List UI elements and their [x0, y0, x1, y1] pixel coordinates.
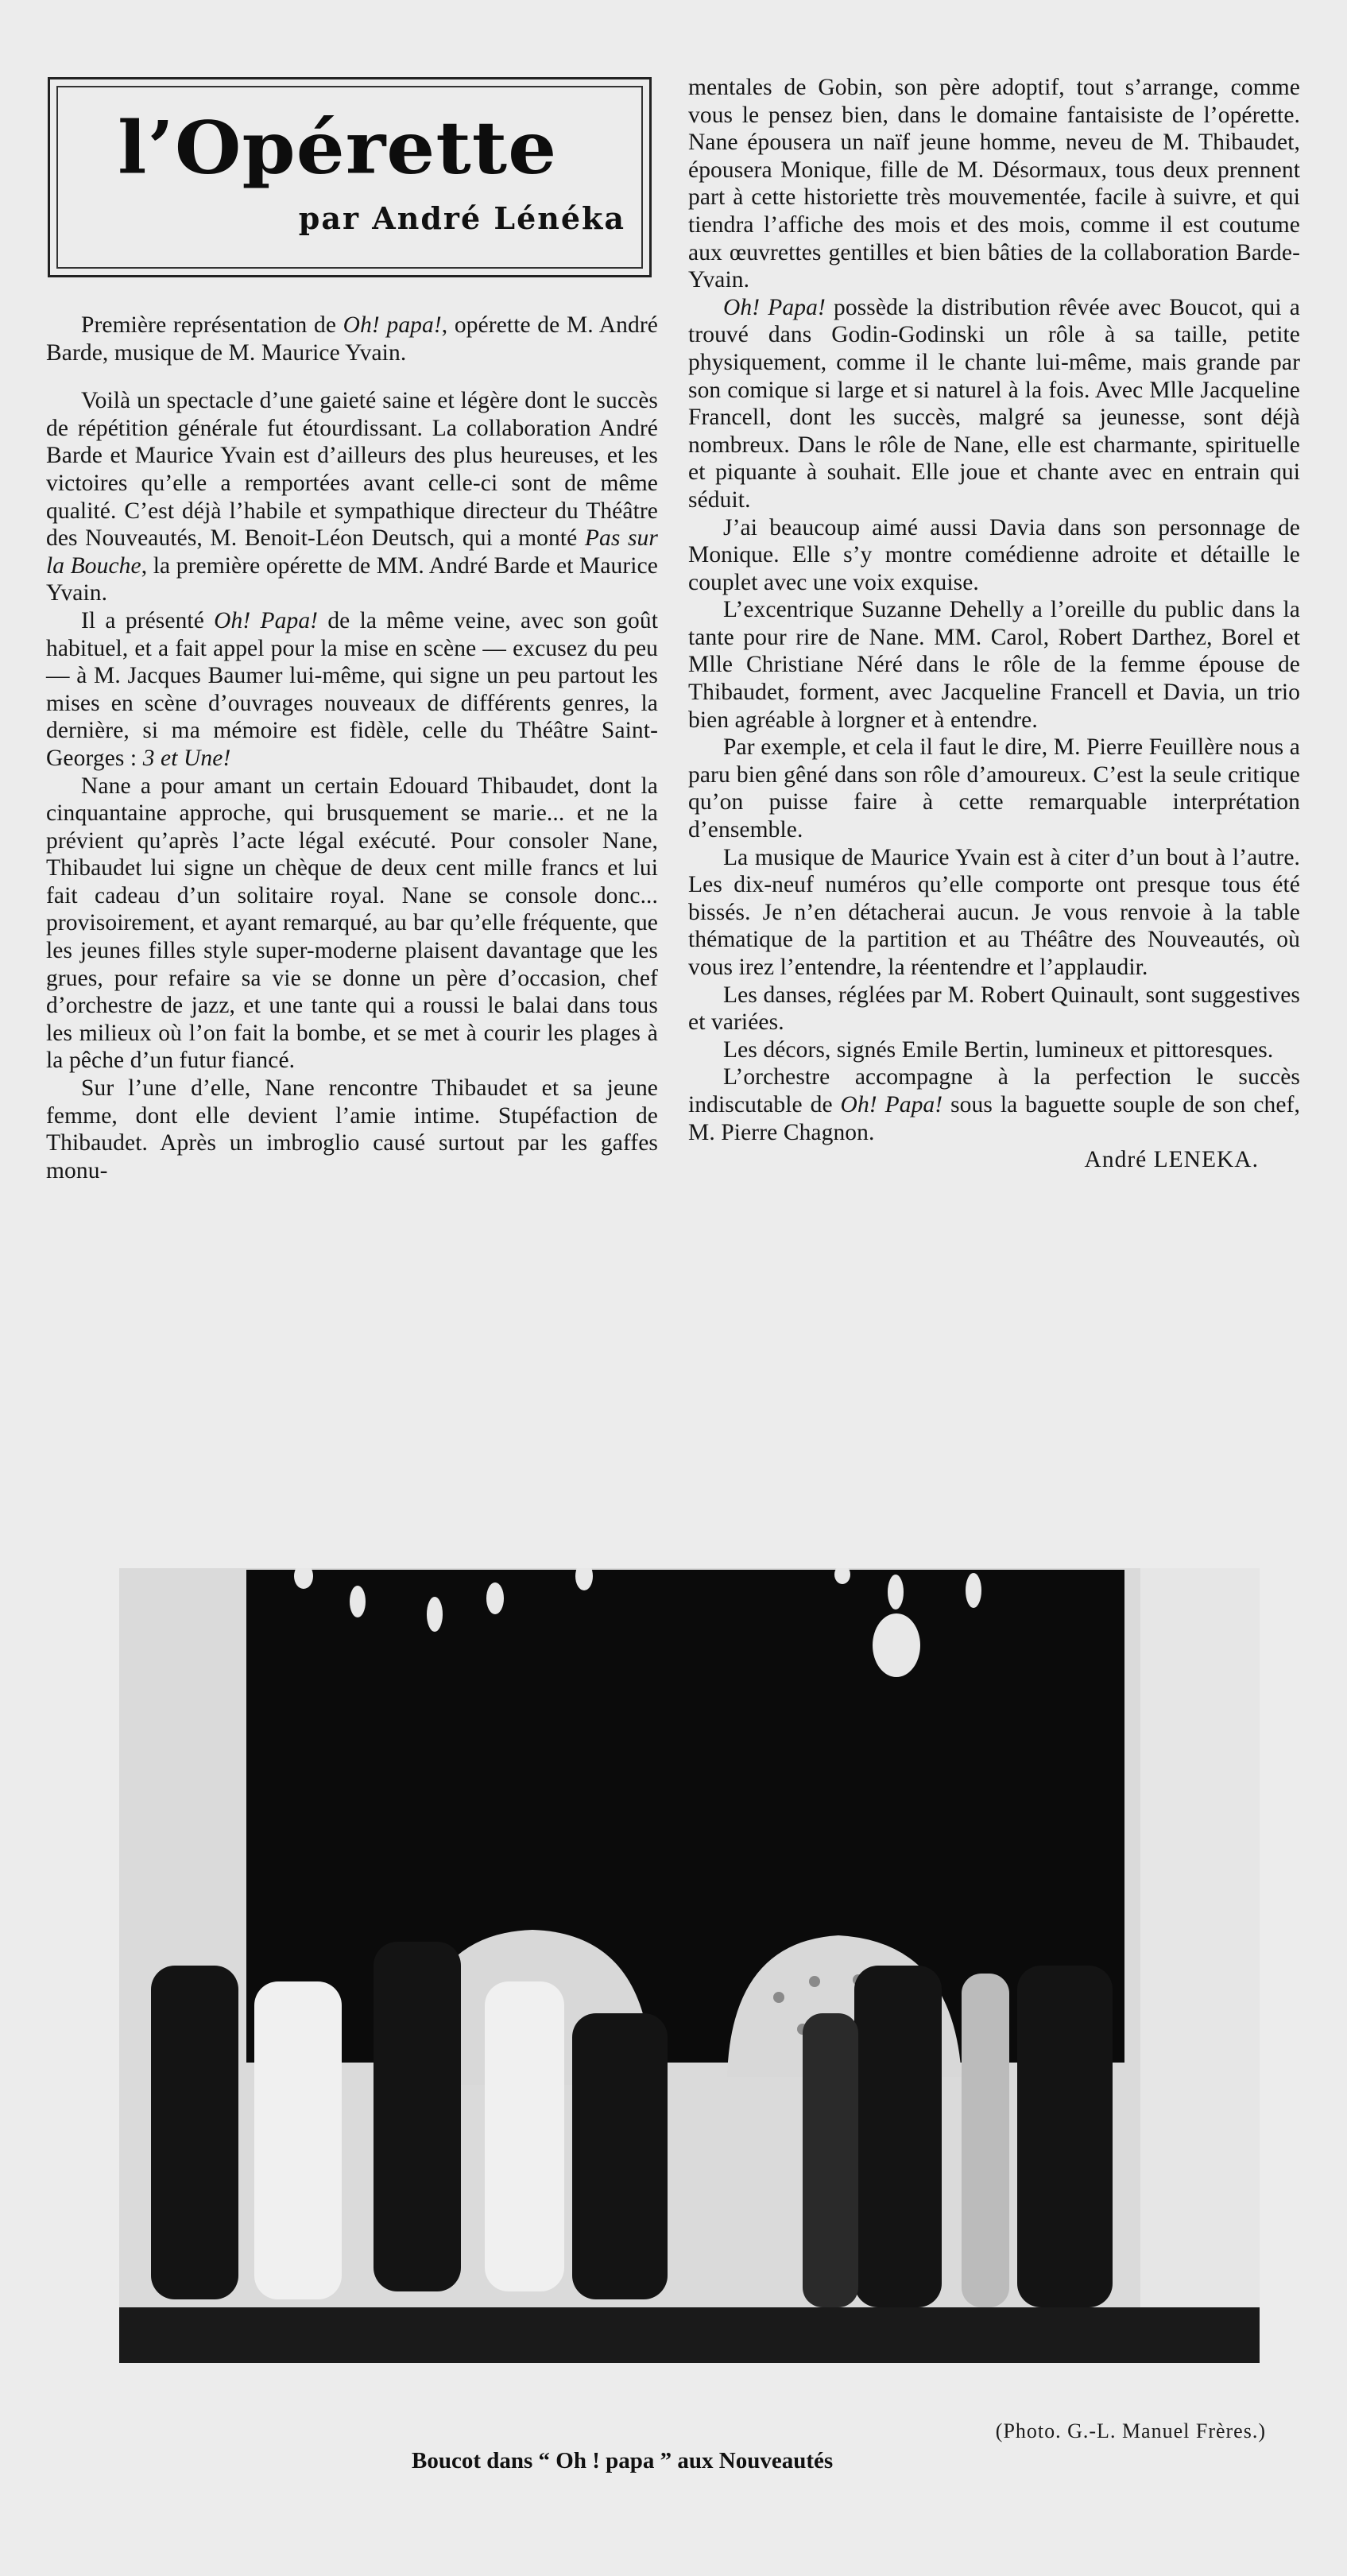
article-paragraph: Voilà un spectacle d’une gaieté saine et légère dont le succès de répétition générale fut étourdissant. La collaboration André Barde et Maurice Yvain est d’ailleurs des plus heureuses, et les victoires qu’elle a remportées avant celle-ci sont de même qualité. C’est déjà l’habile et sympathique directeur du Théâtre des Nouveautés, M. Benoit-Léon Deutsch, qui a monté Pas sur la Bouche, la première opérette de MM. André Barde et Maurice Yvain.	[46, 388, 658, 606]
article-paragraph: Il a présenté Oh! Papa! de la même veine, avec son goût habituel, et a fait appel pour la mise en scène — excusez du peu — à M. Jacques Baumer lui-même, qui signe un peu partout les mises en scène d’ouvrages nouveaux de différents genres, la dernière, si ma mémoire est fidèle, celle du Théâtre Saint-Georges : 3 et Une!	[46, 607, 658, 771]
article-paragraph: Nane a pour amant un certain Edouard Thibaudet, dont la cinquantaine approche, qui brusquement se marie... et ne la prévient qu’après l’acte légal exécuté. Pour consoler Nane, Thibaudet lui signe un chèque de deux cent mille francs et lui fait cadeau d’un solitaire royal. Nane se console donc... provisoirement, et ayant remarqué, au bar qu’elle fréquente, que les jeunes filles style super-moderne plaisent davantage que les grues, pour refaire sa vie se donne un père d’occasion, chef d’orchestre de jazz, et une tante qui a roussi le balai dans tous les milieux où l’on fait la bombe, et se met à courir les plages à la pêche d’un futur fiancé.	[46, 773, 658, 1074]
article-column-left	[46, 312, 658, 1184]
article-paragraph: Sur l’une d’elle, Nane rencontre Thibaudet et sa jeune femme, dont elle devient l’amie intime. Stupéfaction de Thibaudet. Après un imbroglio causé surtout par les gaffes monu-	[46, 1075, 658, 1183]
article-byline: par André Lénéka	[298, 200, 625, 236]
article-paragraph: Par exemple, et cela il faut le dire, M. Pierre Feuillère nous a paru bien gêné dans son rôle d’amoureux. C’est la seule critique qu’on puisse faire à cette remarquable interprétation d’ensemble.	[688, 734, 1300, 843]
article-paragraph: mentales de Gobin, son père adoptif, tout s’arrange, comme vous le pensez bien, dans le domaine fantaisiste de l’opérette. Nane épousera un naïf jeune homme, neveu de M. Thibaudet, épousera Monique, fille de M. Désormaux, tous deux prennent part à cette historiette très mouvementée, facile à suivre, et qui tiendra l’affiche des mois et des mois, comme il est coutume aux œuvrettes gentilles et bien bâties de la collaboration Barde-Yvain.	[688, 75, 1300, 293]
article-paragraph: J’ai beaucoup aimé aussi Davia dans son personnage de Monique. Elle s’y montre comédienne adroite et détaille le couplet avec une voix exquise.	[688, 514, 1300, 595]
photo-caption: Boucot dans “ Oh ! papa ” aux Nouveautés	[412, 2448, 834, 2473]
stage-photo	[119, 1568, 1260, 2363]
article-paragraph: Les danses, réglées par M. Robert Quinault, sont suggestives et variées.	[688, 982, 1300, 1036]
article-paragraph: Première représentation de Oh! papa!, opérette de M. André Barde, musique de M. Maurice Yvain.	[46, 312, 658, 366]
title-box	[48, 77, 652, 277]
article-column-right	[688, 74, 1300, 1174]
article-paragraph: L’excentrique Suzanne Dehelly a l’oreille du public dans la tante pour rire de Nane. MM. Carol, Robert Darthez, Borel et Mlle Christiane Néré dans le rôle de la femme épouse de Thibaudet, forment, avec Jacqueline Francell et Davia, un trio bien agréable à lorgner et à entendre.	[688, 597, 1300, 733]
author-signature: André LENEKA.	[1084, 1147, 1259, 1173]
article-title: l’Opérette	[118, 104, 558, 191]
article-paragraph: L’orchestre accompagne à la perfection le succès indiscutable de Oh! Papa! sous la baguette souple de son chef, M. Pierre Chagnon.	[688, 1064, 1300, 1145]
article-paragraph: Les décors, signés Emile Bertin, lumineux et pittoresques.	[723, 1036, 1274, 1063]
stage-photo-image	[119, 1568, 1260, 2363]
photo-right-wall	[1140, 1568, 1260, 2363]
article-paragraph: La musique de Maurice Yvain est à citer d’un bout à l’autre. Les dix-neuf numéros qu’elle comporte ont presque tous été bissés. Je n’en détacherai aucun. Je vous renvoie à la table thématique de la partition et au Théâtre des Nouveautés, où vous irez l’entendre, la réentendre et l’applaudir.	[688, 844, 1300, 980]
stage-apron	[119, 2307, 1260, 2363]
article-paragraph: Oh! Papa! possède la distribution rêvée avec Boucot, qui a trouvé dans Godin-Godinski un rôle à sa taille, petite physiquement, comme il le chante lui-même, mais grande par son comique si large et si naturel à la fois. Avec Mlle Jacqueline Francell, dont les succès, malgré sa jeunesse, sont déjà nombreux. Dans le rôle de Nane, elle est charmante, spirituelle et piquante à souhait. Elle joue et chante avec en entrain qui séduit.	[688, 294, 1301, 513]
photo-credit: (Photo. G.-L. Manuel Frères.)	[995, 2419, 1266, 2442]
